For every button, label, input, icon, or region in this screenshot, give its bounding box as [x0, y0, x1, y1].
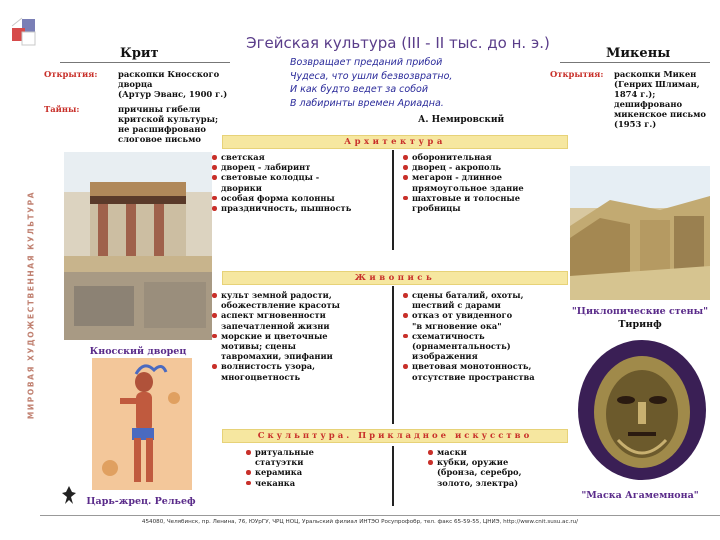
logo	[8, 14, 40, 48]
center-divider-architecture	[392, 150, 394, 250]
caption-priest-king: Царь-жрец. Рельеф	[86, 496, 196, 507]
painting-crete-list	[212, 290, 390, 382]
list-item-text: мегарон - длинное прямоугольное здание	[412, 172, 524, 193]
list-item-text: маски	[437, 447, 467, 457]
list-item	[246, 447, 386, 467]
crete-mysteries-line: причины гибели	[118, 104, 201, 114]
quote-line: И как будто ведет за собой	[290, 84, 429, 95]
list-item	[403, 172, 567, 192]
list-item	[212, 193, 390, 203]
list-item	[403, 193, 567, 213]
list-item	[403, 152, 567, 162]
list-item-text: морские и цветочные мотивы; сцены тавромахии, эпифании	[221, 330, 333, 362]
crete-mysteries-label: Тайны:	[44, 104, 80, 114]
mycenae-heading-underline	[560, 62, 710, 63]
section-band-architecture: Архитектура	[222, 135, 568, 149]
crete-discoveries-line: дворца	[118, 79, 153, 89]
mycenae-heading: Микены	[606, 46, 671, 61]
section-band-sculpture: Скульптура. Прикладное искусство	[222, 429, 568, 443]
mycenae-discoveries-line: (1953 г.)	[614, 119, 657, 129]
list-item-text: сцены баталий, охоты, шествий с дарами	[412, 290, 524, 311]
footer-address: 454080, Челябинск, пр. Ленина, 76, ЮУрГУ, ЧРЦ НОЦ, Уральский филиал ИНТЭО Росупрофобр, тел. факс 65-59-55, ЦНИЭ, http://www.cnit.susu.ac.ru/	[141, 519, 579, 525]
epigraph-quote	[290, 56, 510, 110]
list-item	[403, 331, 567, 362]
quote-line: В лабиринты времен Ариадна.	[290, 97, 444, 109]
side-text: МИРОВАЯ ХУДОЖЕСТВЕННАЯ КУЛЬТУРА	[26, 190, 36, 420]
list-item	[246, 478, 386, 488]
list-item	[246, 467, 386, 477]
list-item	[212, 152, 390, 162]
agamemnon-mask-image	[572, 338, 712, 484]
mycenae-discoveries-line: раскопки Микен	[614, 69, 697, 79]
knossos-palace-image	[64, 152, 212, 340]
cyclopean-walls-image	[570, 166, 710, 300]
quote-line: Чудеса, что ушли безвозвратно,	[290, 70, 453, 82]
painting-mycenae-list	[403, 290, 567, 382]
caption-tiryns: Тиринф	[618, 319, 662, 330]
sculpture-crete-list	[246, 447, 386, 488]
list-item	[212, 331, 390, 362]
list-item	[403, 361, 567, 381]
list-item-text: оборонительная	[412, 152, 492, 162]
list-item-text: культ земной радости, обожествление красоты	[221, 290, 340, 311]
crete-heading: Крит	[120, 46, 159, 61]
mycenae-discoveries-text	[614, 69, 718, 129]
caption-agamemnon-mask: "Маска Агамемнона"	[581, 490, 699, 501]
list-item-text: цветовая монотонность, отсутствие пространства	[412, 361, 535, 382]
list-item-text: дворец - лабиринт	[221, 162, 311, 173]
crete-discoveries-label: Открытия:	[44, 69, 98, 79]
mycenae-discoveries-line: дешифровано	[614, 99, 683, 109]
mycenae-discoveries-line: микенское письмо	[614, 109, 706, 119]
list-item-text: чеканка	[255, 477, 296, 488]
list-item-text: светская	[221, 152, 265, 162]
list-item	[212, 290, 390, 310]
crete-mysteries-line: слоговое письмо	[118, 134, 201, 144]
quote-line: Возвращает преданий прибой	[290, 57, 443, 68]
crete-mysteries-line: критской культуры;	[118, 114, 219, 124]
footer-rule	[40, 515, 720, 516]
list-item-text: световые колодцы - дворики	[221, 172, 320, 193]
list-item	[428, 457, 568, 488]
list-item-text: керамика	[255, 467, 303, 478]
priest-king-relief-image	[92, 358, 192, 490]
section-band-painting: Живопись	[222, 271, 568, 285]
list-item-text: аспект мгновенности запечатленной жизни	[221, 310, 330, 331]
crete-heading-underline	[60, 62, 230, 63]
crete-mysteries-line: не расшифровано	[118, 124, 206, 134]
list-item	[428, 447, 568, 457]
quote-author: А. Немировский	[418, 115, 505, 125]
page-title: Эгейская культура (III - II тыс. до н. э.)	[246, 34, 550, 52]
list-item-text: ритуальные статуэтки	[255, 447, 314, 468]
crete-discoveries-line: раскопки Кносского	[118, 69, 220, 79]
list-item-text: дворец - акрополь	[412, 162, 502, 173]
list-item	[212, 361, 390, 381]
list-item	[403, 162, 567, 172]
list-item	[212, 203, 390, 213]
list-item-text: отказ от увиденного "в мгновение ока"	[412, 310, 513, 331]
architecture-mycenae-list	[403, 152, 567, 213]
caption-cyclopean-walls: "Циклопические стены"	[571, 306, 709, 317]
center-divider-sculpture	[392, 446, 394, 506]
architecture-crete-list	[212, 152, 390, 213]
sculpture-mycenae-list	[428, 447, 568, 488]
caption-knossos: Кносский дворец	[89, 346, 187, 357]
list-item	[212, 172, 390, 192]
mycenae-discoveries-line: 1874 г.);	[614, 89, 656, 99]
center-divider-painting	[392, 286, 394, 424]
list-item	[212, 310, 390, 330]
mycenae-discoveries-line: (Генрих Шлиман,	[614, 79, 700, 89]
list-item-text: кубки, оружие (бронза, серебро, золото, электра)	[437, 457, 522, 488]
mycenae-discoveries-label: Открытия:	[550, 69, 604, 79]
list-item	[403, 310, 567, 330]
list-item	[212, 162, 390, 172]
crete-discoveries-line: (Артур Эванс, 1900 г.)	[118, 89, 228, 99]
list-item-text: праздничность, пышность	[221, 203, 352, 214]
list-item-text: шахтовые и толосные гробницы	[412, 192, 520, 214]
list-item-text: волнистость узора, многоцветность	[221, 361, 316, 382]
list-item-text: схематичность (орнаментальность) изображения	[412, 330, 511, 362]
list-item	[403, 290, 567, 310]
crete-discoveries-text	[118, 69, 258, 99]
list-item-text: особая форма колонны	[221, 192, 335, 203]
